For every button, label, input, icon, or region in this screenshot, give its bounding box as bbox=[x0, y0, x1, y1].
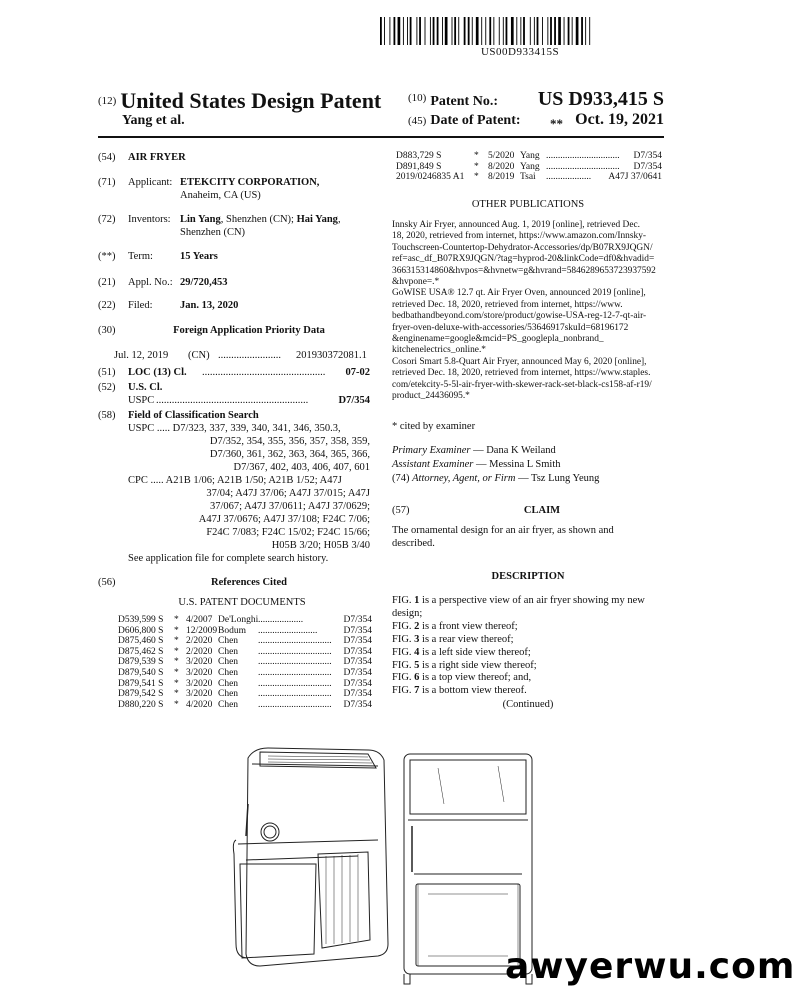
watermark-text: awyerwu.com bbox=[505, 946, 795, 987]
figure-desc-post: is a top view thereof; and, bbox=[419, 672, 532, 684]
reference-row bbox=[396, 151, 662, 162]
barcode-bar bbox=[454, 17, 456, 45]
references-title: References Cited bbox=[211, 577, 287, 588]
applicant-location: Anaheim, CA (US) bbox=[180, 190, 261, 201]
reference-cl: D7/354 bbox=[343, 646, 372, 657]
barcode-bar bbox=[585, 17, 586, 45]
reference-date: 2/2020 bbox=[186, 646, 213, 657]
barcode-bar bbox=[442, 17, 443, 45]
us-cl-label: U.S. Cl. bbox=[128, 382, 163, 393]
attorney bbox=[392, 472, 599, 486]
barcode-bar bbox=[437, 17, 439, 45]
reference-dots: ............................... bbox=[258, 667, 332, 678]
reference-star: * bbox=[174, 646, 179, 657]
figure-desc-post: is a left side view thereof; bbox=[419, 646, 531, 658]
barcode-bar bbox=[425, 17, 426, 45]
document-title bbox=[98, 88, 381, 114]
barcode-bar bbox=[564, 17, 565, 45]
reference-date: 3/2020 bbox=[186, 657, 213, 668]
filed-label: Filed: bbox=[128, 300, 153, 311]
reference-date: 3/2020 bbox=[186, 678, 213, 689]
primary-examiner bbox=[392, 444, 556, 458]
figure-description bbox=[392, 685, 666, 698]
examiner-label: Primary Examiner bbox=[392, 445, 471, 456]
air-fryer-drawings bbox=[218, 744, 548, 1000]
barcode-bar bbox=[464, 17, 466, 45]
figure-description bbox=[392, 621, 666, 634]
field-72-number: (72) bbox=[98, 214, 116, 225]
reference-name: Chen bbox=[218, 646, 239, 657]
reference-row bbox=[118, 636, 372, 647]
priority-date: Jul. 12, 2019 bbox=[114, 350, 169, 361]
field-51-number: (51) bbox=[98, 367, 116, 378]
field-number: (10) bbox=[408, 92, 427, 104]
reference-name: Chen bbox=[218, 657, 239, 668]
reference-cl: D7/354 bbox=[343, 678, 372, 689]
barcode-bar bbox=[403, 17, 404, 45]
barcode-bar bbox=[581, 17, 583, 45]
figure-desc-pre: FIG. bbox=[392, 685, 415, 697]
uspc-value: D7/354 bbox=[338, 395, 370, 406]
field-54-number: (54) bbox=[98, 152, 116, 163]
uspc-label: USPC bbox=[128, 395, 155, 406]
barcode-bar bbox=[394, 17, 396, 45]
us-docs-title: U.S. PATENT DOCUMENTS bbox=[178, 597, 306, 608]
us-references-list bbox=[118, 615, 372, 710]
figure-desc-post: is a front view thereof; bbox=[419, 620, 518, 632]
reference-row bbox=[118, 689, 372, 700]
figure-desc-pre: FIG. bbox=[392, 659, 415, 671]
barcode-bar bbox=[503, 17, 504, 45]
search-cpc-line6: H05B 3/20; H05B 3/40 bbox=[271, 540, 370, 551]
barcode-bar bbox=[384, 17, 385, 45]
field-52-number: (52) bbox=[98, 382, 116, 393]
reference-star: * bbox=[174, 615, 179, 625]
reference-date: 5/2020 bbox=[488, 151, 515, 161]
reference-star: * bbox=[474, 151, 479, 161]
claim-title: CLAIM bbox=[523, 505, 561, 516]
search-uspc-line3: D7/360, 361, 362, 363, 364, 365, 366, bbox=[209, 449, 370, 460]
reference-star: * bbox=[474, 161, 479, 172]
term-number: (**) bbox=[98, 251, 116, 262]
reference-row bbox=[396, 162, 662, 173]
uspc-dots: .......................................................... bbox=[156, 395, 309, 406]
reference-name: Chen bbox=[218, 678, 239, 689]
reference-no: D879,539 S bbox=[118, 657, 164, 668]
reference-cl: D7/354 bbox=[633, 161, 662, 172]
barcode-bar bbox=[433, 17, 435, 45]
patent-no-label bbox=[408, 92, 498, 110]
reference-date: 3/2020 bbox=[186, 667, 213, 678]
date-label bbox=[408, 113, 521, 129]
figure-desc-n: 4 bbox=[414, 646, 420, 658]
reference-cl: D7/354 bbox=[633, 151, 662, 161]
publication-line: retrieved Dec. 18, 2020, retrieved from internet, https://www.staples. bbox=[392, 368, 651, 379]
reference-date: 4/2007 bbox=[186, 615, 213, 625]
inventor-name: Hai Yang bbox=[296, 214, 338, 225]
reference-star: * bbox=[474, 172, 479, 183]
figure-desc-n: 1 bbox=[414, 595, 420, 606]
barcode-bar bbox=[499, 17, 500, 45]
reference-name: Bodum bbox=[218, 625, 246, 636]
reference-no: D875,460 S bbox=[118, 636, 164, 647]
publication-line: kitchenelectrics_online.* bbox=[392, 345, 486, 356]
term-value: 15 Years bbox=[180, 251, 218, 262]
reference-row bbox=[118, 647, 372, 658]
barcode-bar bbox=[485, 17, 486, 45]
reference-date: 4/2020 bbox=[186, 699, 213, 710]
reference-no: D539,599 S bbox=[118, 615, 164, 625]
publication-line: &hvpone=.* bbox=[392, 277, 440, 288]
applicant-label: Applicant: bbox=[128, 177, 173, 188]
figure-description bbox=[392, 595, 666, 608]
field-30-number: (30) bbox=[98, 325, 116, 336]
figure-descriptions bbox=[392, 595, 666, 698]
publication-line: Cosori Smart 5.8-Quart Air Fryer, announced May 6, 2020 [online], bbox=[392, 356, 647, 367]
title-text: United States Design Patent bbox=[120, 88, 382, 113]
field-71-number: (71) bbox=[98, 177, 116, 188]
reference-cl: D7/354 bbox=[343, 689, 372, 700]
publication-line: ref=asc_df_B07RX9JQGN/?tag=hyprod-20&linkCode=df0&hvadid= bbox=[392, 254, 655, 265]
reference-no: D875,462 S bbox=[118, 646, 164, 657]
reference-row bbox=[118, 700, 372, 711]
continued-label: (Continued) bbox=[502, 699, 554, 710]
publication-line: &enginename=google&mcid=PS_googlepla_nonbrand_ bbox=[392, 334, 604, 345]
priority-title: Foreign Application Priority Data bbox=[173, 325, 325, 336]
figure-description bbox=[392, 608, 666, 621]
search-cpc-line3: 37/067; A47J 37/0611; A47J 37/0629; bbox=[209, 501, 370, 512]
priority-country: (CN) bbox=[188, 350, 210, 361]
barcode-bar bbox=[416, 17, 417, 45]
barcode-bar bbox=[576, 17, 579, 45]
figure-desc-pre: FIG. bbox=[392, 633, 415, 645]
barcode-bar bbox=[445, 17, 448, 45]
barcode-bar bbox=[452, 17, 453, 45]
reference-row bbox=[118, 668, 372, 679]
perspective-view-figure bbox=[233, 748, 388, 966]
claim-text-line2: described. bbox=[392, 538, 435, 549]
reference-star: * bbox=[174, 657, 179, 668]
figure-desc-post: is a right side view thereof; bbox=[419, 659, 537, 671]
reference-name: Chen bbox=[218, 699, 239, 710]
figure-description bbox=[392, 634, 666, 647]
figure-desc-n: 3 bbox=[414, 633, 420, 645]
assistant-examiner bbox=[392, 458, 561, 472]
barcode-bar bbox=[489, 17, 491, 45]
claim-number: (57) bbox=[392, 505, 410, 516]
reference-dots: ................... bbox=[258, 615, 304, 625]
barcode-bar bbox=[493, 17, 494, 45]
barcode-bar bbox=[530, 17, 531, 45]
figure-desc-pre: FIG. bbox=[392, 672, 415, 684]
reference-dots: ............................... bbox=[258, 699, 332, 710]
reference-dots: ................... bbox=[546, 172, 592, 183]
barcode-bar bbox=[481, 17, 482, 45]
term-label: Term: bbox=[128, 251, 153, 262]
barcode-bar bbox=[568, 17, 570, 45]
inventor-name: Lin Yang bbox=[180, 214, 221, 225]
loc-value: 07-02 bbox=[345, 367, 370, 378]
figure-desc-pre: FIG. bbox=[392, 595, 415, 606]
reference-date: 8/2019 bbox=[488, 172, 515, 183]
appl-no-label: Appl. No.: bbox=[128, 277, 173, 288]
reference-cl: D7/354 bbox=[343, 657, 372, 668]
reference-dots: ............................... bbox=[258, 646, 332, 657]
barcode-bar bbox=[506, 17, 508, 45]
top-references-list bbox=[396, 151, 662, 183]
inventor-location: , bbox=[337, 214, 341, 225]
examiner-label: Assistant Examiner bbox=[392, 459, 474, 470]
barcode-bar bbox=[537, 17, 539, 45]
inventors-label: Inventors: bbox=[128, 214, 171, 225]
barcode-bar bbox=[511, 17, 514, 45]
reference-no: D879,541 S bbox=[118, 678, 164, 689]
barcode-bar bbox=[558, 17, 561, 45]
field-number: (74) bbox=[392, 473, 410, 484]
reference-row bbox=[118, 626, 372, 637]
barcode-bar bbox=[550, 17, 552, 45]
barcode-bar bbox=[410, 17, 412, 45]
reference-dots: ............................... bbox=[258, 636, 332, 647]
reference-name: De'Longhi bbox=[218, 615, 259, 625]
reference-date: 2/2020 bbox=[186, 636, 213, 647]
attorney-name: — Tsz Lung Yeung bbox=[515, 473, 600, 484]
loc-dots: ............................................... bbox=[202, 367, 326, 378]
label-text: Patent No.: bbox=[430, 94, 498, 109]
figure-desc-pre: FIG. bbox=[392, 646, 415, 658]
publication-line: Touchscreen-Countertop-Dehydrator-Accessories/dp/B07RX9JQGN/ bbox=[392, 242, 653, 253]
reference-row bbox=[118, 615, 372, 626]
patent-number: US D933,415 S bbox=[537, 88, 664, 110]
barcode-number: US00D933415S bbox=[480, 46, 560, 58]
reference-name: Yang bbox=[520, 151, 540, 161]
reference-no: D879,540 S bbox=[118, 667, 164, 678]
search-uspc-line1: USPC ..... D7/323, 337, 339, 340, 341, 346, 350.3, bbox=[128, 423, 341, 434]
barcode-bar bbox=[389, 17, 390, 45]
priority-number: 201930372081.1 bbox=[296, 350, 367, 361]
barcode-bar bbox=[542, 17, 543, 45]
barcode-bar bbox=[534, 17, 535, 45]
barcode-bar bbox=[407, 17, 408, 45]
figure-desc-n: 7 bbox=[414, 685, 420, 697]
reference-star: * bbox=[174, 689, 179, 700]
figure-desc-post: is a bottom view thereof. bbox=[419, 685, 527, 697]
barcode-bar bbox=[547, 17, 548, 45]
figure-desc-pre: FIG. bbox=[392, 620, 415, 632]
reference-star: * bbox=[174, 625, 179, 636]
barcode-bar bbox=[520, 17, 521, 45]
field-number: (12) bbox=[98, 95, 117, 107]
barcode-bar bbox=[554, 17, 556, 45]
reference-star: * bbox=[174, 699, 179, 710]
reference-cl: D7/354 bbox=[343, 615, 372, 625]
reference-star: * bbox=[174, 678, 179, 689]
figure-desc-post: is a rear view thereof; bbox=[419, 633, 514, 645]
patent-date: Oct. 19, 2021 bbox=[575, 111, 664, 128]
field-56-number: (56) bbox=[98, 577, 116, 588]
reference-cl: D7/354 bbox=[343, 625, 372, 636]
reference-date: 12/2009 bbox=[186, 625, 218, 636]
reference-cl: D7/354 bbox=[343, 636, 372, 647]
publication-line: com/etekcity-5-5l-air-fryer-with-skewer-rack-set-black-cs158-af-r19/ bbox=[392, 379, 652, 390]
reference-name: Chen bbox=[218, 667, 239, 678]
figure-description bbox=[392, 660, 666, 673]
publication-line: bedbathandbeyond.com/store/product/gowise-USA-reg-12-7-qt-air- bbox=[392, 311, 647, 322]
reference-star: * bbox=[174, 636, 179, 647]
search-note: See application file for complete search history. bbox=[128, 553, 329, 564]
search-uspc-line4: D7/367, 402, 403, 406, 407, 601 bbox=[233, 462, 370, 473]
barcode-bar bbox=[472, 17, 473, 45]
reference-row bbox=[396, 172, 662, 183]
date-stars: ** bbox=[550, 116, 563, 131]
reference-cl: A47J 37/0641 bbox=[608, 172, 662, 183]
claim-text-line1: The ornamental design for an air fryer, as shown and bbox=[392, 525, 614, 536]
barcode-bar bbox=[589, 17, 590, 45]
publication-line: product_24436095.* bbox=[392, 391, 470, 402]
reference-no: D606,800 S bbox=[118, 625, 164, 636]
reference-date: 8/2020 bbox=[488, 161, 515, 172]
reference-cl: D7/354 bbox=[343, 699, 372, 710]
publication-1 bbox=[392, 220, 664, 403]
reference-date: 3/2020 bbox=[186, 689, 213, 700]
figure-description bbox=[392, 672, 666, 685]
figure-desc-post: is a perspective view of an air fryer showing my new bbox=[419, 595, 645, 606]
barcode-bar bbox=[419, 17, 421, 45]
reference-dots: ............................... bbox=[258, 689, 332, 700]
reference-no: 2019/0246835 A1 bbox=[396, 172, 465, 183]
reference-name: Chen bbox=[218, 689, 239, 700]
search-cpc-line2: 37/04; A47J 37/06; A47J 37/015; A47J bbox=[206, 488, 370, 499]
priority-dots: ........................ bbox=[218, 350, 281, 361]
reference-no: D891,849 S bbox=[396, 161, 442, 172]
inventor-location: , Shenzhen (CN); bbox=[220, 214, 297, 225]
inventors-line1 bbox=[180, 213, 341, 227]
reference-name: Chen bbox=[218, 636, 239, 647]
reference-no: D879,542 S bbox=[118, 689, 164, 700]
figure-desc-n: 6 bbox=[414, 672, 420, 684]
authors: Yang et al. bbox=[122, 113, 185, 128]
figure-desc-n: 2 bbox=[414, 620, 420, 632]
applicant-name: ETEKCITY CORPORATION, bbox=[180, 177, 320, 188]
loc-label: LOC (13) Cl. bbox=[128, 367, 187, 378]
reference-dots: ............................... bbox=[546, 161, 620, 172]
search-cpc-line5: F24C 7/083; F24C 15/02; F24C 15/66; bbox=[206, 527, 370, 538]
barcode bbox=[380, 17, 660, 45]
reference-row bbox=[118, 679, 372, 690]
publication-line: Innsky Air Fryer, announced Aug. 1, 2019 [online], retrieved Dec. bbox=[392, 220, 640, 230]
barcode-bar bbox=[572, 17, 573, 45]
reference-row bbox=[118, 657, 372, 668]
figure-desc-post: design; bbox=[392, 607, 423, 619]
examiner-name: — Dana K Weiland bbox=[470, 445, 556, 456]
reference-name: Tsai bbox=[520, 172, 536, 183]
publication-line: 366315314860&hvpos=&hvnetw=g&hvrand=5846289653723937592 bbox=[392, 265, 656, 276]
other-publications-title: OTHER PUBLICATIONS bbox=[471, 199, 585, 210]
field-22-number: (22) bbox=[98, 300, 116, 311]
barcode-bar bbox=[516, 17, 517, 45]
barcode-bar bbox=[458, 17, 459, 45]
publication-line: GoWISE USA® 12.7 qt. Air Fryer Oven, announced 2019 [online], bbox=[392, 288, 646, 299]
barcode-bar bbox=[430, 17, 431, 45]
reference-dots: ............................... bbox=[258, 657, 332, 668]
search-cpc-line1: CPC ..... A21B 1/06; A21B 1/50; A21B 1/52; A47J bbox=[128, 475, 342, 486]
reference-dots: ......................... bbox=[258, 625, 318, 636]
barcode-bar bbox=[468, 17, 470, 45]
search-title: Field of Classification Search bbox=[128, 410, 259, 421]
reference-no: D883,729 S bbox=[396, 151, 442, 161]
label-text: Date of Patent: bbox=[430, 113, 521, 128]
search-cpc-line4: A47J 37/0676; A47J 37/108; F24C 7/06; bbox=[198, 514, 370, 525]
barcode-bar bbox=[476, 17, 479, 45]
publication-line: 18, 2020, retrieved from internet, https://www.amazon.com/Innsky- bbox=[392, 231, 647, 242]
publication-line: retrieved Dec. 18, 2020, retrieved from internet, https://www. bbox=[392, 299, 623, 310]
reference-name: Yang bbox=[520, 161, 540, 172]
barcode-bar bbox=[380, 17, 382, 45]
invention-title: AIR FRYER bbox=[128, 152, 186, 163]
inventors-line2: Shenzhen (CN) bbox=[180, 227, 246, 238]
publication-line: fryer-oven-deluxe-with-accessories/53646917skuId=68196172 bbox=[392, 322, 629, 333]
reference-dots: ............................... bbox=[258, 678, 332, 689]
barcode-bar bbox=[398, 17, 401, 45]
reference-cl: D7/354 bbox=[343, 667, 372, 678]
cited-by-examiner: * cited by examiner bbox=[392, 421, 476, 432]
reference-no: D880,220 S bbox=[118, 699, 164, 710]
figure-desc-n: 5 bbox=[414, 659, 420, 671]
field-21-number: (21) bbox=[98, 277, 116, 288]
header-rule bbox=[98, 136, 664, 138]
search-uspc-line2: D7/352, 354, 355, 356, 357, 358, 359, bbox=[209, 436, 370, 447]
appl-no-value: 29/720,453 bbox=[180, 277, 228, 288]
figure-description bbox=[392, 647, 666, 660]
filed-value: Jan. 13, 2020 bbox=[180, 300, 239, 311]
attorney-label: Attorney, Agent, or Firm bbox=[412, 473, 516, 484]
field-58-number: (58) bbox=[98, 410, 116, 421]
description-title: DESCRIPTION bbox=[491, 571, 565, 582]
reference-dots: ............................... bbox=[546, 151, 620, 161]
reference-star: * bbox=[174, 667, 179, 678]
barcode-bar bbox=[523, 17, 525, 45]
examiner-name: — Messina L Smith bbox=[473, 459, 561, 470]
field-number: (45) bbox=[408, 115, 427, 127]
